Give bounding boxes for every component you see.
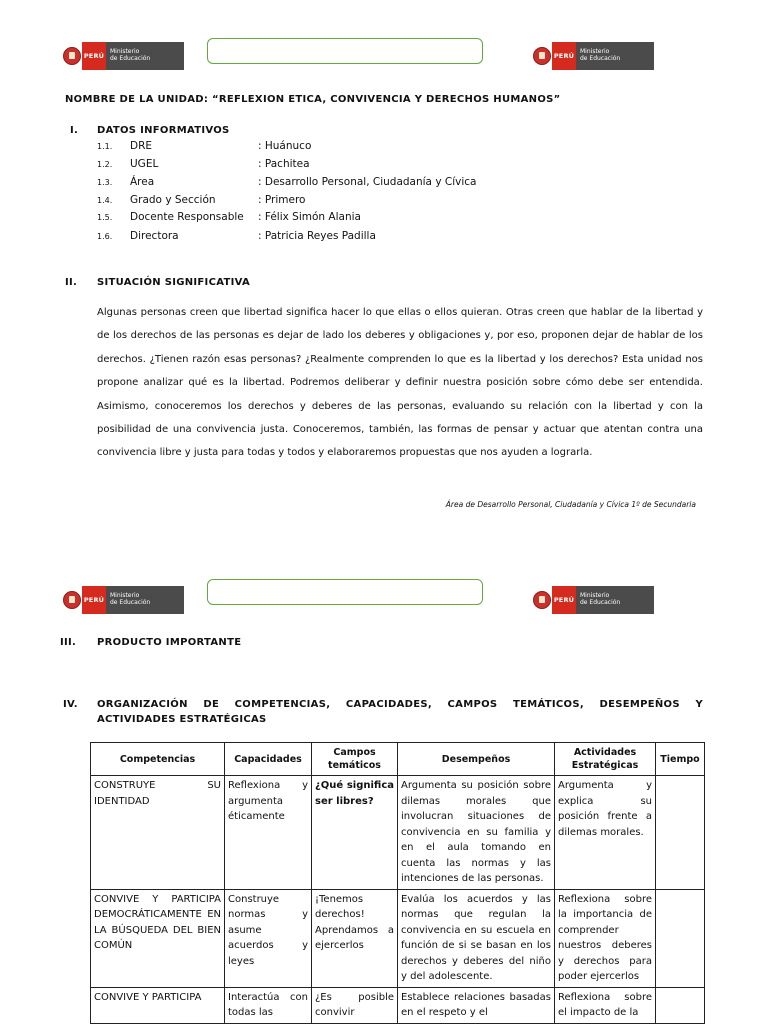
coat-of-arms-icon bbox=[530, 42, 552, 70]
peru-label: PERÚ bbox=[82, 586, 106, 614]
cell-capacidad: Construye normas y asume acuerdos y leyes bbox=[225, 889, 312, 987]
section-1-number: I. bbox=[70, 125, 79, 136]
cell-actividad: Reflexiona sobre la importancia de comprender nuestros deberes y derechos para poder ejercerlos bbox=[555, 889, 656, 987]
cell-capacidad: Interactúa con todas las bbox=[225, 987, 312, 1023]
page-header bbox=[0, 38, 768, 78]
cell-tiempo bbox=[656, 987, 705, 1023]
cell-campo: ¿Es posible convivir bbox=[312, 987, 398, 1023]
section-3-title: PRODUCTO IMPORTANTE bbox=[97, 637, 242, 648]
ministry-logo-left bbox=[60, 42, 184, 70]
coat-of-arms-icon bbox=[60, 42, 82, 70]
section-3-number: III. bbox=[60, 637, 77, 648]
cell-actividad: Argumenta y explica su posición frente a dilemas morales. bbox=[555, 776, 656, 890]
header-campos: Campos temáticos bbox=[312, 743, 398, 776]
cell-desempeno: Establece relaciones basadas en el respeto y el bbox=[398, 987, 555, 1023]
info-row: 1.3. Área : Desarrollo Personal, Ciudadanía y Cívica bbox=[97, 176, 477, 188]
competencies-table bbox=[90, 742, 705, 1024]
cell-desempeno: Argumenta su posición sobre dilemas morales que involucran situaciones de convivencia en su familia y en el aula tomando en cuenta las normas y las intenciones de las personas. bbox=[398, 776, 555, 890]
section-4-title-line2: ACTIVIDADES ESTRATÉGICAS bbox=[97, 714, 267, 725]
cell-competencia: CONSTRUYE SU IDENTIDAD bbox=[91, 776, 225, 890]
ministry-name: Ministerio de Educación bbox=[106, 42, 184, 70]
situation-paragraph: Algunas personas creen que libertad significa hacer lo que ellas o ellos quieran. Otras creen que hablar de la libertad y de los derechos de las personas es dejar de lado los deberes y obligaciones y, por eso, proponen dejar de hablar de los derechos. ¿Tienen razón esas personas? ¿Realmente comprenden lo que es la libertad y los derechos? Esta unidad nos propone analizar qué es la libertad. Podremos deliberar y definir nuestra posición sobre cómo debe ser entendida. Asimismo, conoceremos los derechos y deberes de las personas, evaluando su relación con la libertad y con la posibilidad de una convivencia justa. Conoceremos, también, las formas de pensar y actuar que atentan contra una convivencia libre y justa para todas y todos y elaboraremos propuestas que nos ayuden a lograrla. bbox=[97, 307, 703, 459]
header-competencias: Competencias bbox=[91, 743, 225, 776]
peru-label: PERÚ bbox=[82, 42, 106, 70]
cell-tiempo bbox=[656, 889, 705, 987]
section-4-title-line1: ORGANIZACIÓN DE COMPETENCIAS, CAPACIDADES, CAMPOS TEMÁTICOS, DESEMPEÑOS Y bbox=[97, 699, 703, 710]
cell-actividad: Reflexiona sobre el impacto de la bbox=[555, 987, 656, 1023]
unit-title: NOMBRE DE LA UNIDAD: “REFLEXION ETICA, CONVIVENCIA Y DERECHOS HUMANOS” bbox=[65, 94, 561, 105]
header-text-box bbox=[207, 38, 483, 64]
section-1-title: DATOS INFORMATIVOS bbox=[97, 125, 230, 136]
cell-competencia: CONVIVE Y PARTICIPA bbox=[91, 987, 225, 1023]
section-2-number: II. bbox=[65, 277, 78, 288]
info-row: 1.2. UGEL : Pachitea bbox=[97, 158, 310, 170]
cell-capacidad: Reflexiona y argumenta éticamente bbox=[225, 776, 312, 890]
header-text-box bbox=[207, 579, 483, 605]
table-row bbox=[91, 889, 705, 987]
ministry-name: Ministerio de Educación bbox=[106, 586, 184, 614]
info-row: 1.4. Grado y Sección : Primero bbox=[97, 194, 306, 206]
table-row bbox=[91, 987, 705, 1023]
header-desempenos: Desempeños bbox=[398, 743, 555, 776]
cell-campo: ¿Qué significa ser libres? bbox=[312, 776, 398, 890]
header-capacidades: Capacidades bbox=[225, 743, 312, 776]
ministry-logo-left bbox=[60, 586, 184, 614]
peru-label: PERÚ bbox=[552, 42, 576, 70]
cell-desempeno: Evalúa los acuerdos y las normas que regulan la convivencia en su escuela en función de si se basan en los derechos y deberes del niño y del adolescente. bbox=[398, 889, 555, 987]
peru-label: PERÚ bbox=[552, 586, 576, 614]
cell-campo: ¡Tenemos derechos! Aprendamos a ejercerlos bbox=[312, 889, 398, 987]
cell-tiempo bbox=[656, 776, 705, 890]
table-row bbox=[91, 776, 705, 890]
section-4-number: IV. bbox=[63, 699, 78, 710]
cell-competencia: CONVIVE Y PARTICIPA DEMOCRÁTICAMENTE EN LA BÚSQUEDA DEL BIEN COMÚN bbox=[91, 889, 225, 987]
ministry-name: Ministerio de Educación bbox=[576, 586, 654, 614]
coat-of-arms-icon bbox=[60, 586, 82, 614]
coat-of-arms-icon bbox=[530, 586, 552, 614]
section-2-title: SITUACIÓN SIGNIFICATIVA bbox=[97, 277, 251, 288]
page-header bbox=[0, 582, 768, 622]
area-footer-note: Área de Desarrollo Personal, Ciudadanía y Cívica 1º de Secundaria bbox=[445, 500, 696, 509]
info-row: 1.1. DRE : Huánuco bbox=[97, 140, 312, 152]
ministry-logo-right bbox=[530, 42, 654, 70]
info-row: 1.5. Docente Responsable : Félix Simón Alania bbox=[97, 211, 361, 223]
header-tiempo: Tiempo bbox=[656, 743, 705, 776]
info-row: 1.6. Directora : Patricia Reyes Padilla bbox=[97, 230, 376, 242]
ministry-name: Ministerio de Educación bbox=[576, 42, 654, 70]
ministry-logo-right bbox=[530, 586, 654, 614]
header-actividades: Actividades Estratégicas bbox=[555, 743, 656, 776]
table-header-row bbox=[91, 743, 705, 776]
